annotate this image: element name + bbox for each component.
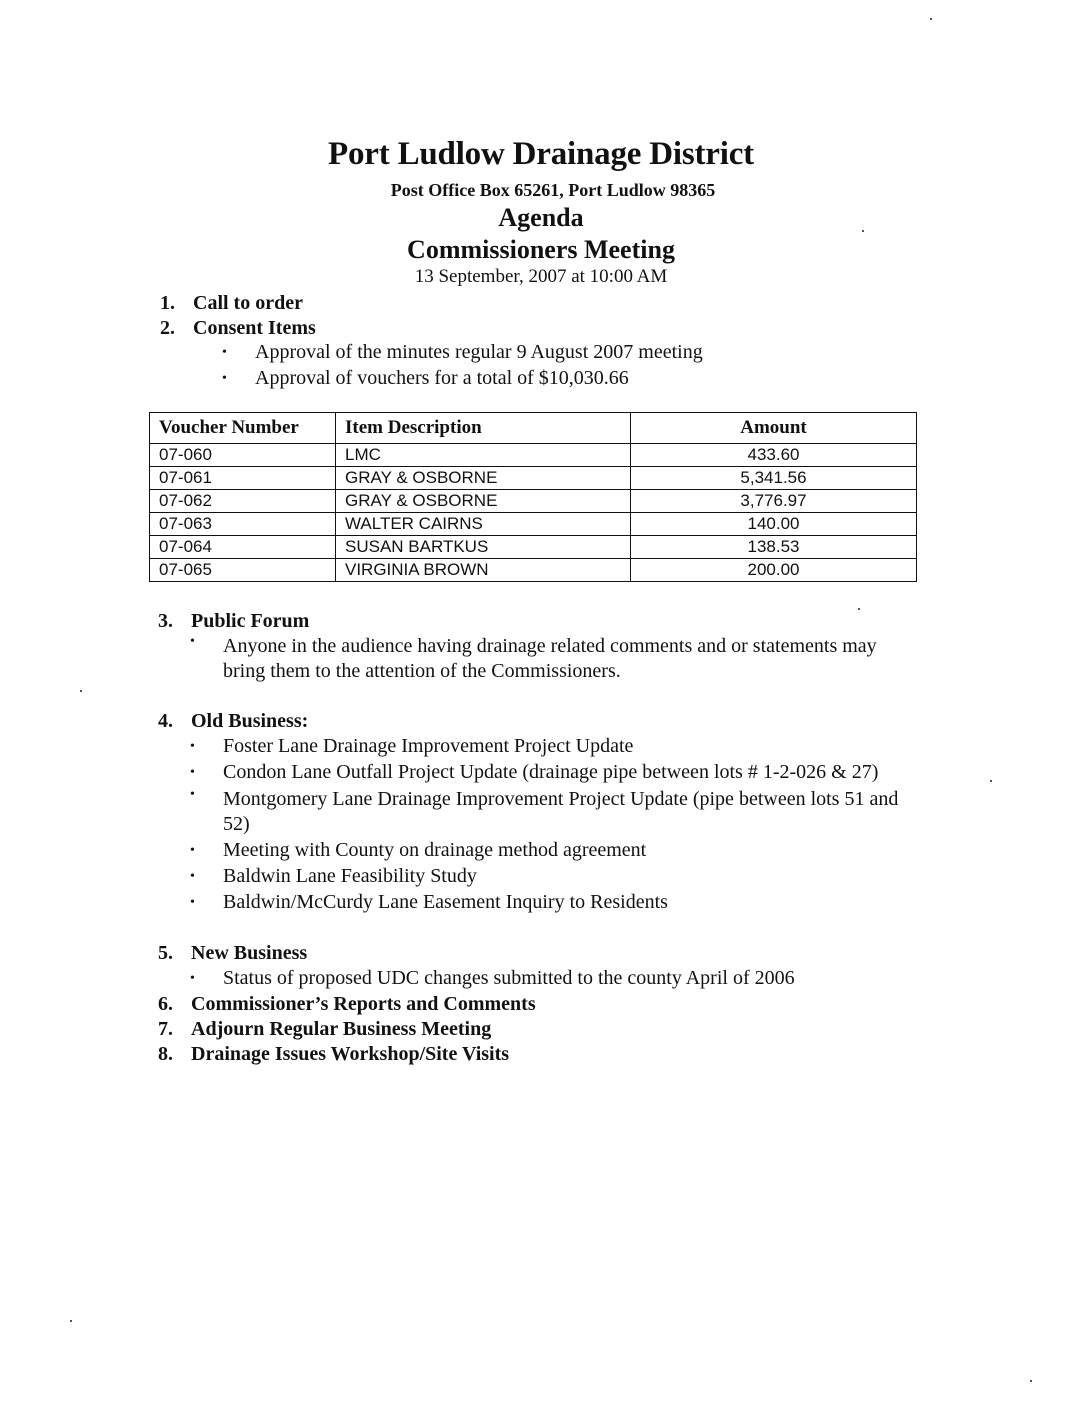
amount: 5,341.56 (631, 467, 917, 490)
old-business-bullet-baldwin (190, 865, 477, 888)
agenda-item-3 (158, 610, 309, 633)
item-number: 5. (158, 942, 173, 964)
scan-speck (858, 608, 860, 610)
voucher-number: 07-061 (150, 467, 336, 490)
item-number: 7. (158, 1018, 173, 1040)
table-row (150, 467, 917, 490)
amount: 140.00 (631, 513, 917, 536)
bullet-text: Montgomery Lane Drainage Improvement Project Update (pipe between lots 51 and 52) (223, 788, 899, 835)
table-row (150, 490, 917, 513)
agenda-item-7 (158, 1018, 491, 1041)
amount: 3,776.97 (631, 490, 917, 513)
bullet-text: Meeting with County on drainage method agreement (223, 839, 647, 861)
district-address: Post Office Box 65261, Port Ludlow 98365 (390, 180, 716, 200)
header-voucher-number: Voucher Number (150, 413, 336, 444)
scan-speck (70, 1320, 72, 1322)
item-label: Call to order (193, 292, 303, 314)
item-number: 4. (158, 710, 173, 732)
header-amount: Amount (631, 413, 917, 444)
bullet-text: Condon Lane Outfall Project Update (drainage pipe between lots # 1-2-026 & 27) (223, 761, 879, 783)
header-item-description: Item Description (336, 413, 631, 444)
amount: 138.53 (631, 536, 917, 559)
bullet-text: Baldwin/McCurdy Lane Easement Inquiry to Residents (223, 891, 668, 913)
item-number: 8. (158, 1043, 173, 1065)
item-label: Consent Items (193, 317, 316, 339)
item-number: 2. (160, 317, 175, 339)
item-number: 3. (158, 610, 173, 632)
new-business-bullet-udc (190, 967, 795, 990)
item-description: VIRGINIA BROWN (336, 559, 631, 582)
agenda-item-4 (158, 710, 308, 733)
bullet-text: Approval of vouchers for a total of $10,030.66 (255, 367, 629, 389)
bullet-icon: • (222, 371, 227, 386)
item-label: Adjourn Regular Business Meeting (191, 1018, 492, 1040)
item-number: 1. (160, 292, 175, 314)
scan-speck (930, 18, 932, 20)
old-business-bullet-mccurdy (190, 891, 668, 914)
item-label: New Business (191, 942, 308, 964)
scan-speck (862, 230, 864, 232)
meeting-date: 13 September, 2007 at 10:00 AM (414, 266, 668, 287)
agenda-item-1 (160, 292, 303, 315)
bullet-icon: • (190, 895, 195, 910)
consent-bullet-minutes (222, 341, 703, 364)
item-description: GRAY & OSBORNE (336, 467, 631, 490)
document-type: Agenda (498, 203, 584, 232)
district-title: Port Ludlow Drainage District (328, 136, 754, 172)
item-description: LMC (336, 444, 631, 467)
bullet-icon: • (190, 787, 195, 802)
voucher-number: 07-063 (150, 513, 336, 536)
bullet-icon: • (190, 634, 195, 649)
voucher-table (149, 412, 917, 582)
bullet-text: Status of proposed UDC changes submitted to the county April of 2006 (223, 967, 795, 989)
scan-speck (990, 780, 992, 782)
old-business-bullet-montgomery (190, 787, 923, 837)
bullet-text: Foster Lane Drainage Improvement Project Update (223, 735, 634, 757)
bullet-icon: • (190, 971, 195, 986)
bullet-icon: • (190, 843, 195, 858)
bullet-text: Approval of the minutes regular 9 August 2007 meeting (255, 341, 703, 363)
agenda-item-5 (158, 942, 307, 965)
item-label: Public Forum (191, 610, 310, 632)
item-number: 6. (158, 993, 173, 1015)
scan-speck (80, 690, 82, 692)
item-description: GRAY & OSBORNE (336, 490, 631, 513)
old-business-bullet-condon (190, 761, 878, 784)
bullet-icon: • (190, 765, 195, 780)
table-row (150, 536, 917, 559)
bullet-icon: • (190, 869, 195, 884)
bullet-icon: • (190, 739, 195, 754)
item-description: WALTER CAIRNS (336, 513, 631, 536)
public-forum-bullet (190, 634, 923, 684)
table-row (150, 513, 917, 536)
voucher-number: 07-062 (150, 490, 336, 513)
agenda-item-6 (158, 993, 536, 1016)
bullet-text: Baldwin Lane Feasibility Study (223, 865, 477, 887)
voucher-number: 07-065 (150, 559, 336, 582)
bullet-text: Anyone in the audience having drainage related comments and or statements may bring them to the attention of the Commissioners. (223, 635, 877, 682)
table-header-row (150, 413, 917, 444)
old-business-bullet-foster (190, 735, 633, 758)
amount: 433.60 (631, 444, 917, 467)
agenda-item-8 (158, 1043, 509, 1066)
agenda-item-2 (160, 317, 316, 340)
item-description: SUSAN BARTKUS (336, 536, 631, 559)
amount: 200.00 (631, 559, 917, 582)
item-label: Drainage Issues Workshop/Site Visits (191, 1043, 510, 1065)
voucher-number: 07-064 (150, 536, 336, 559)
scan-speck (1030, 1380, 1032, 1382)
meeting-name: Commissioners Meeting (407, 235, 675, 264)
old-business-bullet-county (190, 839, 646, 862)
item-label: Old Business: (191, 710, 309, 732)
item-label: Commissioner’s Reports and Comments (191, 993, 536, 1015)
table-row (150, 444, 917, 467)
bullet-icon: • (222, 345, 227, 360)
consent-bullet-vouchers (222, 367, 629, 390)
table-row (150, 559, 917, 582)
voucher-number: 07-060 (150, 444, 336, 467)
